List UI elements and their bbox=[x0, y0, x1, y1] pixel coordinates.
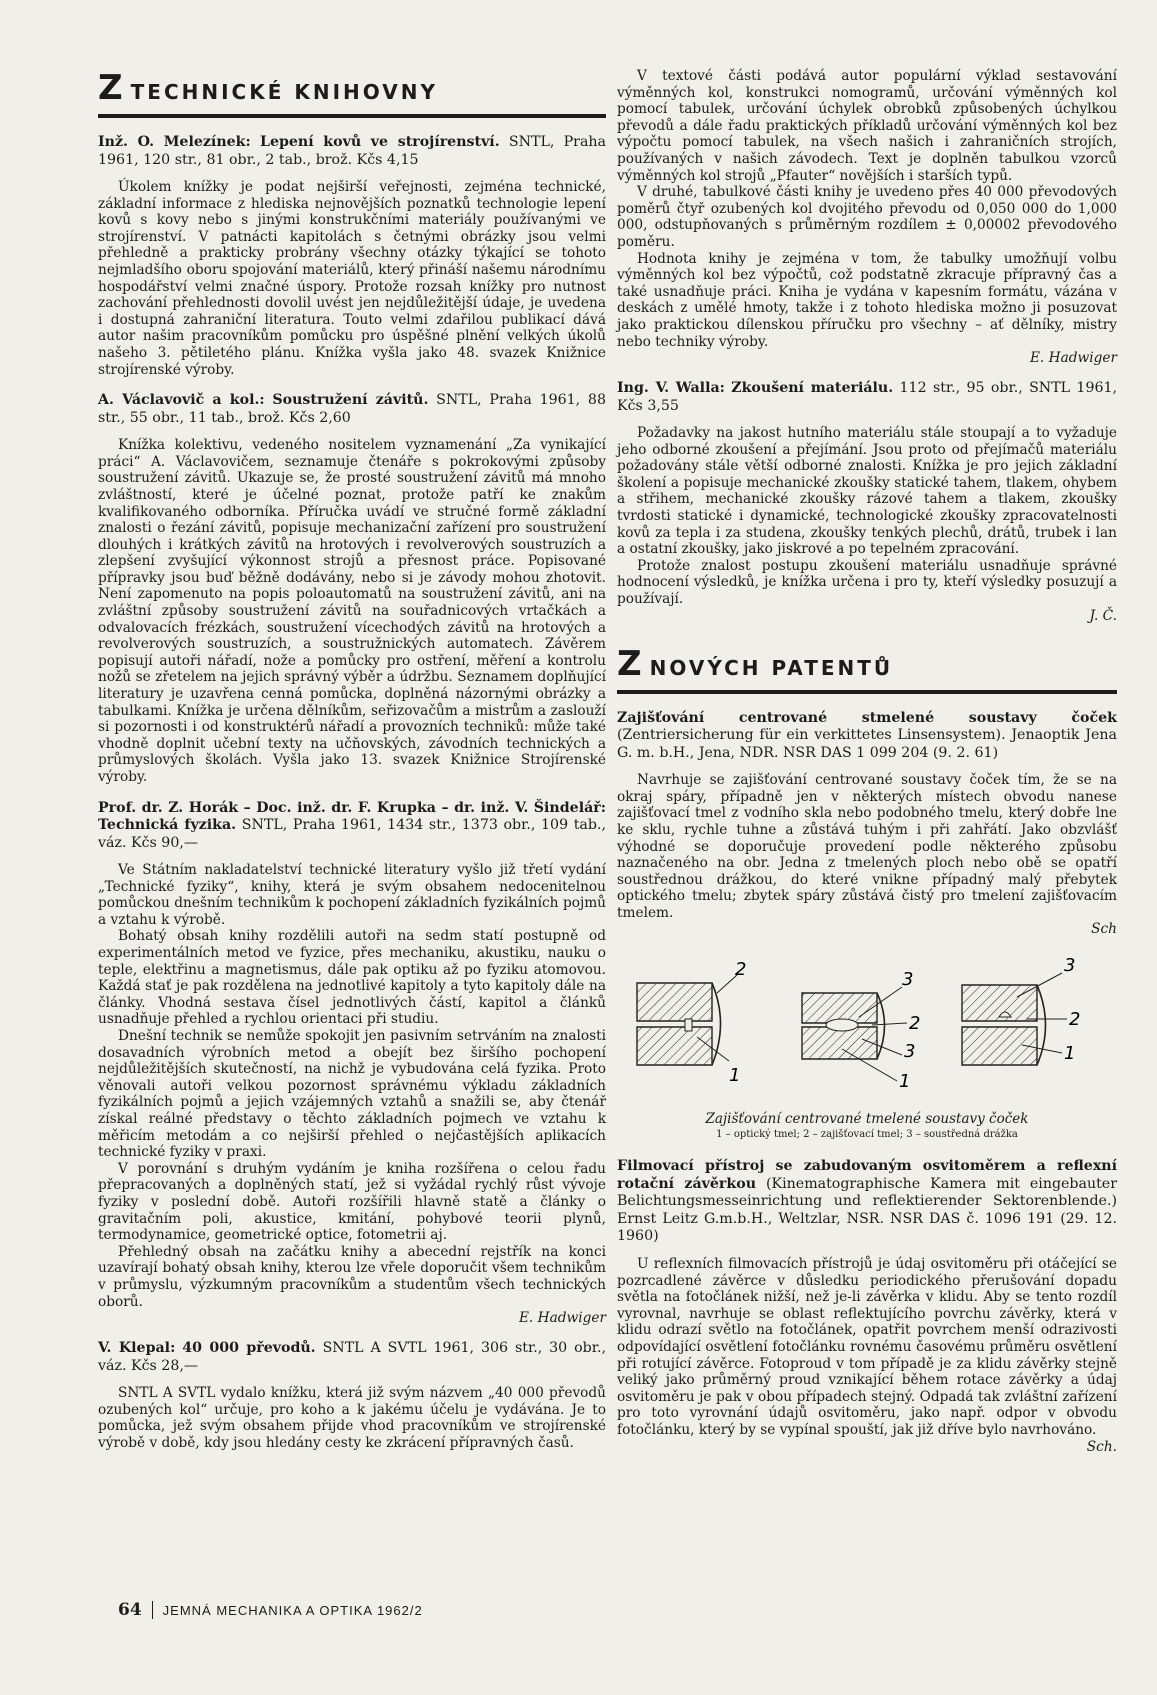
patent-entry bbox=[617, 710, 1117, 938]
review-paragraph: Požadavky na jakost hutního materiálu stále stoupají a to vyžaduje jeho odborné zkoušení a přejímání. Jsou proto od přejímačů materiálu požadovány stále větší odborné znalosti. Knížka je pro jejich základní školení a popisuje mechanické zkoušky statické tahem, tlakem, ohybem a střihem, mechanické zkoušky rázové tahem a tlakem, zkoušky tvrdosti statické i dynamické, technologické zkoušky zpracovatelnosti kovů za tepla i za studena, zkoušky tenkých plechů, drátů, trubek i lan a ostatní zkoušky, jako jiskrové a po tepelném zpracování. bbox=[617, 425, 1117, 558]
review-signature: E. Hadwiger bbox=[1029, 350, 1117, 367]
patent-signature: Sch. bbox=[1086, 1438, 1117, 1455]
book-review bbox=[98, 800, 606, 1327]
review-signature: J. Č. bbox=[1089, 607, 1117, 624]
figure-label: 3 bbox=[904, 1041, 916, 1063]
lens-cross-section-drawing bbox=[617, 953, 1117, 1103]
patent-paragraph: U reflexních filmovacích přístrojů je údaj osvitoměru při otáčející se pozrcadlené závěrce v důsledku periodického přerušování dopadu světla na fotočlánek nižší, než je-li závěrka v klidu. Aby se tento rozdíl vyrovnal, navrhuje se oblast reflektujícího povrchu závěrky, která v klidu odrazí světlo na fotočlánek, opatřit povrchem menší odrazivosti odpovídající osvětlení fotočlánku rovnému časovému průměru osvětlení při rotující závěrce. Fotoproud v tom případě je za klidu závěrky stejně veliký jako průměrný proud vznikající během rotace závěrky a údaj osvitoměru je pak v obou případech stejný. Odpadá tak zvláštní zařízení pro toto vyrovnání údajů osvitoměru, jako např. odpor v obvodu fotočlánku, který by se vypínal spouští, jak již dříve bylo navrhováno. bbox=[617, 1255, 1117, 1438]
review-paragraph: Dnešní technik se nemůže spokojit jen pasivním setrváním na znalosti dosavadních výrobních metod a obejít bez širšího pochopení nejdůležitějších skutečností, na nichž je vybudována celá fyzika. Proto věnovali autoři velkou pozornost správnému výkladu základních fyzikálních pojmů a jejich vzájemných vztahů a snažili se, aby čtenář získal reálné představy o těchto základních pojmech ve vztahu k měřicím metodám a co nejširší přehled o nejčastějších aplikacích technické fyziky v praxi. bbox=[98, 1028, 606, 1161]
review-paragraph: V porovnání s druhým vydáním je kniha rozšířena o celou řadu přepracovaných a doplněných statí, jež si vyžádal rychlý růst vývoje fyziky v poslední době. Autoři rozšířili hlavně statě a články o gravitačním poli, akustice, kmitání, pohybové teorii plynů, termodynamice, geometrické optice, fotometrii aj. bbox=[98, 1160, 606, 1244]
lens-detail-a bbox=[637, 975, 737, 1065]
review-paragraph: Bohatý obsah knihy rozdělili autoři na sedm statí postupně od experimentálních metod ve fyzice, přes mechaniku, akustiku, nauku o teple, elektřinu a magnetismus, dále pak optiku až po fyziku atomovou. Každá stať je pak rozdělena na jednotlivé kapitoly a tyto kapitoly dále na články. Vhodná sestava čísel jednotlivých částí, kapitol a článků usnadňuje přehled a rychlou orientaci při studiu. bbox=[98, 928, 606, 1028]
figure-label: 3 bbox=[902, 969, 914, 991]
book-citation: Inž. O. Melezínek: Lepení kovů ve strojírenství. SNTL, Praha 1961, 120 str., 81 obr., 2 tab., brož. Kčs 4,15 bbox=[98, 134, 607, 168]
heading-rule bbox=[98, 114, 606, 118]
book-review bbox=[98, 1340, 606, 1451]
lens-detail-c bbox=[962, 973, 1067, 1065]
patents-section-heading bbox=[617, 644, 1117, 688]
review-paragraph: V textové části podává autor populární výklad sestavování výměnných kol, konstrukci nomogramů, určování výměnných kol pomocí tabulek, určování úchylek obrobků způsobených úchylkou převodů a dále řadu praktických příkladů určování výměnných kol bez výpočtu pomocí tabulek, na všech našich i zahraničních strojích, používaných v našich závodech. Text je doplněn tabulkou vzorců výměnných kol strojů „Pfauter“ novějších i starších typů. bbox=[617, 68, 1117, 184]
patent-paragraph: Navrhuje se zajišťování centrované soustavy čoček tím, že se na okraj spáry, případně jen v některých místech obvodu nanese zajišťovací tmel z vodního skla nebo podobného tmelu, který dobře lne ke sklu, rychle tuhne a zůstává tuhým i při zahřátí. Jako obzvlášť výhodné se doporučuje provedení podle některého způsobu naznačeného na obr. Jedna z tmelených ploch nebo obě se opatří soustřednou drážkou, do které vnikne případný malý přebytek optického tmelu; zbytek spáry zůstává čistý pro tmelení zajišťovacím tmelem. bbox=[617, 772, 1117, 921]
footer-divider bbox=[152, 1601, 153, 1619]
journal-name: JEMNÁ MECHANIKA A OPTIKA 1962/2 bbox=[162, 1602, 423, 1618]
book-review bbox=[617, 380, 1117, 624]
review-paragraph: SNTL A SVTL vydalo knížku, která již svým názvem „40 000 převodů ozubených kol“ určuje, pro koho a k jakému účelu je vydávána. Je to pomůcka, jež svým obsahem přijde vhod pracovníkům ve strojírenské výrobě v době, kdy jsou hledány cesty ke zkrácení přípravných časů. bbox=[98, 1385, 606, 1451]
review-paragraph: V druhé, tabulkové části knihy je uvedeno přes 40 000 převodových poměrů čtyř ozubených kol dvojitého převodu od 0,050 000 do 1,000 000, odstupňovaných s průměrným rozdílem ± 0,00002 převodového poměru. bbox=[617, 184, 1117, 250]
patent-citation: Zajišťování centrované stmelené soustavy čoček (Zentriersicherung für ein verkittetes Linsensystem). Jenaoptik Jena G. m. b.H., Jena, NDR. NSR DAS 1 099 204 (9. 2. 61) bbox=[617, 709, 1117, 761]
book-review-continued bbox=[617, 68, 1117, 366]
page-footer bbox=[118, 1600, 423, 1620]
figure-label: 2 bbox=[735, 959, 747, 981]
figure-label: 3 bbox=[1064, 955, 1076, 977]
patent-signature: Sch bbox=[1091, 921, 1117, 938]
figure-label: 1 bbox=[899, 1071, 911, 1093]
heading-initial: Z bbox=[98, 68, 123, 108]
book-review bbox=[98, 392, 606, 785]
figure-label: 1 bbox=[729, 1065, 741, 1087]
heading-rule bbox=[617, 690, 1117, 694]
review-signature: E. Hadwiger bbox=[518, 1310, 606, 1327]
figure-legend: 1 – optický tmel; 2 – zajišťovací tmel; 3 – soustředná drážka bbox=[716, 1129, 1018, 1141]
figure-caption: Zajišťování centrované tmelené soustavy čoček bbox=[705, 1111, 1029, 1128]
patent-entry bbox=[617, 1158, 1117, 1454]
figure-label: 1 bbox=[1064, 1043, 1076, 1065]
review-paragraph: Ve Státním nakladatelství technické literatury vyšlo již třetí vydání „Technické fyziky“, knihy, která je svým obsahem nedocenitelnou pomůckou dnešním technikům k pochopení základních fyzikálních pojmů a vztahu k výrobě. bbox=[98, 862, 606, 928]
right-column bbox=[617, 68, 1117, 1469]
heading-text: NOVÝCH PATENTŮ bbox=[649, 655, 894, 680]
page-number: 64 bbox=[118, 1600, 142, 1620]
figure-label: 2 bbox=[1069, 1009, 1081, 1031]
figure-label: 2 bbox=[909, 1013, 921, 1035]
book-citation: Ing. V. Walla: Zkoušení materiálu. 112 str., 95 obr., SNTL 1961, Kčs 3,55 bbox=[617, 380, 1118, 414]
patent-citation: Filmovací přístroj se zabudovaným osvitoměrem a reflexní rotační závěrkou (Kinematographische Kamera mit eingebauter Belichtungsmesseinrichtung und reflektierender Sektorenblende.) Ernst Leitz G.m.b.H., Weltzlar, NSR. NSR DAS č. 1096 191 (29. 12. 1960) bbox=[617, 1158, 1117, 1245]
book-review bbox=[98, 134, 606, 378]
books-section-heading bbox=[98, 68, 606, 112]
left-column bbox=[98, 68, 606, 1466]
lens-figure bbox=[617, 953, 1117, 1140]
heading-text: TECHNICKÉ KNIHOVNY bbox=[130, 80, 438, 104]
review-paragraph: Protože znalost postupu zkoušení materiálu usnadňuje správné hodnocení výsledků, je knížka určena i pro ty, kteří výsledky posuzují a používají. bbox=[617, 557, 1117, 608]
heading-initial: Z bbox=[617, 643, 642, 684]
review-paragraph: Úkolem knížky je podat nejširší veřejnosti, zejména technické, základní informace z hlediska nejnovějších poznatků technologie lepení kovů s kovy nebo s jinými konstrukčními materiály používanými ve strojírenství. V patnácti kapitolách s četnými obrázky jsou velmi přehledně a prakticky probrány všechny otázky týkající se tohoto nejmladšího oboru spojování materiálů, který přináší našemu národnímu hospodářství velmi značné úspory. Protože rozsah knížky pro nutnost zachování přehlednosti dovolil uvést jen nejdůležitější údaje, je uvedena i dostupná zahraniční literatura. Touto velmi zdařilou publikací dává autor našim pracovníkům pomůcku pro úspěšné plnění velkých úkolů našeho 3. pětiletého plánu. Knížka vyšla jako 48. svazek Knižnice strojírenské výroby. bbox=[98, 179, 606, 378]
book-citation: A. Václavovič a kol.: Soustružení závitů. SNTL, Praha 1961, 88 str., 55 obr., 11 tab., brož. Kčs 2,60 bbox=[98, 392, 606, 426]
review-paragraph: Knížka kolektivu, vedeného nositelem vyznamenání „Za vynikající práci“ A. Václavovičem, seznamuje čtenáře s pokrokovými způsoby soustružení závitů. Ukazuje se, že prosté soustružení závitů má mnoho zvláštností, které je účelné poznat, protože patří ke znakům kvalifikovaného odborníka. Příručka uvádí ve stručné formě základní znalosti o řezání závitů, popisuje mechanizační zařízení pro soustružení dlouhých i krátkých závitů na hrotových i revolverových soustruzích a zlepšení zvyšující výkonnost strojů a přesnost práce. Popisované přípravky jsou buď běžně dodávány, nebo si je závody mohou zhotovit. Není zapomenuto na popis poloautomatů na soustružení závitů, ani na zvláštní způsoby soustružení závitů na souřadnicových vrtačkách a odvalovacích frézkách, soustružení vícechodých závitů na hrotových a revolverových soustruzích, a soustružnických automatech. Závěrem popisují autoři nářadí, nože a pomůcky pro ostření, měření a kontrolu nožů se zřetelem na jejich správný výběr a údržbu. Seznamem doplňující literatury je uzavřena cenná pomůcka, doplněná názornými obrázky a tabulkami. Knížka je určena dělníkům, seřizovačům a mistrům a zaslouží si pozornosti i od konstruktérů nářadí a provozních techniků: může také vhodně doplnit učební texty na učňovských, závodních technických a průmyslových školách. Vyšla jako 13. svazek Knižnice Strojírenské výroby. bbox=[98, 437, 606, 785]
review-paragraph: Přehledný obsah na začátku knihy a abecední rejstřík na konci uzavírají bohatý obsah knihy, kterou lze vřele doporučit všem technikům v průmyslu, výzkumným pracovníkům a studentům všech technických oborů. bbox=[98, 1243, 606, 1310]
review-paragraph: Hodnota knihy je zejména v tom, že tabulky umožňují volbu výměnných kol bez výpočtů, což podstatně zkracuje přípravný čas a také usnadňuje práci. Kniha je vydána v kapesním formátu, vázána v deskách z umělé hmoty, takže i z tohoto hlediska možno ji posuzovat jako praktickou dílenskou příručku pro všechny – ať dělníky, mistry nebo techniky výroby. bbox=[617, 250, 1117, 350]
lens-detail-b bbox=[802, 987, 907, 1081]
book-citation: V. Klepal: 40 000 převodů. SNTL A SVTL 1961, 306 str., 30 obr., váz. Kčs 28,— bbox=[98, 1340, 606, 1374]
book-citation: Prof. dr. Z. Horák – Doc. inž. dr. F. Krupka – dr. inž. V. Šindelář: Technická fyzika. SNTL, Praha 1961, 1434 str., 1373 obr., 109 tab., váz. Kčs 90,— bbox=[98, 799, 606, 851]
